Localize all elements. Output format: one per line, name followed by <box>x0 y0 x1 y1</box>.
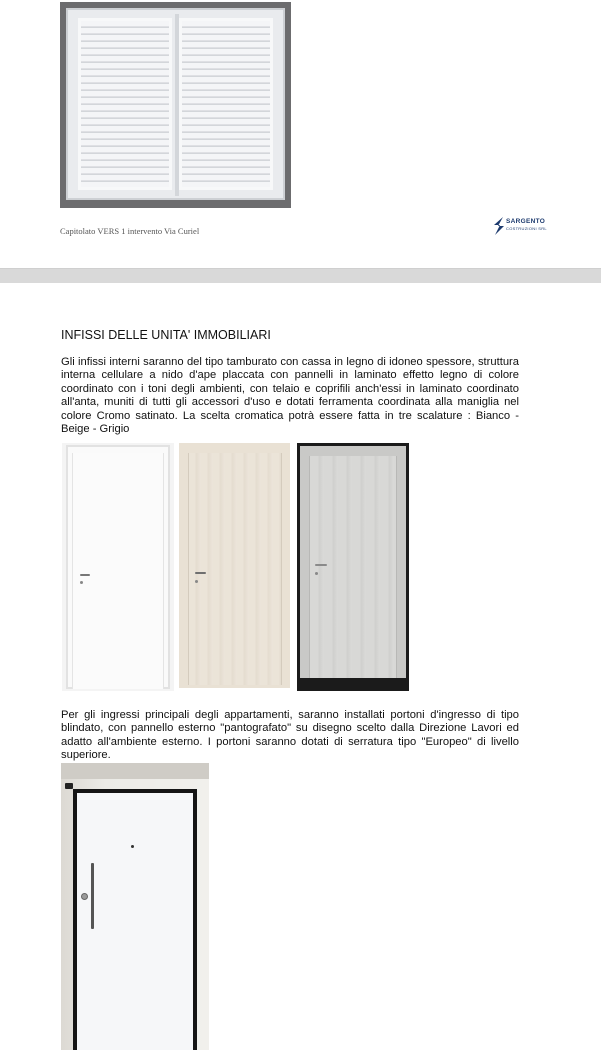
section-heading: INFISSI DELLE UNITA' IMMOBILIARI <box>61 328 271 342</box>
interior-doors-paragraph: Gli infissi interni saranno del tipo tamburato con cassa in legno di idoneo spessore, struttura interna cellulare a nido d'ape placcata con pannelli in laminato effetto legno di colore coordinato con i toni degli ambienti, con telaio e coprifili anch'essi in laminato coordinato all'anta, muniti di tutti gli accessori d'uso e dotati ferramenta coordinata alla maniglia nel colore Cromo satinato. La scelta cromatica potrà essere fatta in tre scalature : Bianco - Beige - Grigio <box>61 356 519 436</box>
logo-name: SARGENTO <box>506 218 546 225</box>
document-page-2 <box>0 283 601 1050</box>
shutter-photo <box>60 2 291 208</box>
company-logo <box>492 216 552 236</box>
entry-door-photo <box>61 763 209 1050</box>
white-door-photo <box>62 443 174 691</box>
page-footer-text: Capitolato VERS 1 intervento Via Curiel <box>60 226 200 236</box>
entry-doors-paragraph: Per gli ingressi principali degli appartamenti, saranno installati portoni d'ingresso di tipo blindato, con pannello esterno "pantografato" su disegno scelto dalla Direzione Lavori ed adatto all'ambiente esterno. I portoni saranno dotati di serratura tipo "Europeo" di livello superiore. <box>61 709 519 762</box>
document-page-1 <box>0 0 601 269</box>
grey-door-photo <box>297 443 409 691</box>
beige-door-photo <box>179 443 290 688</box>
company-logo-icon <box>492 216 506 236</box>
logo-subtitle: COSTRUZIONI SRL <box>506 226 547 231</box>
